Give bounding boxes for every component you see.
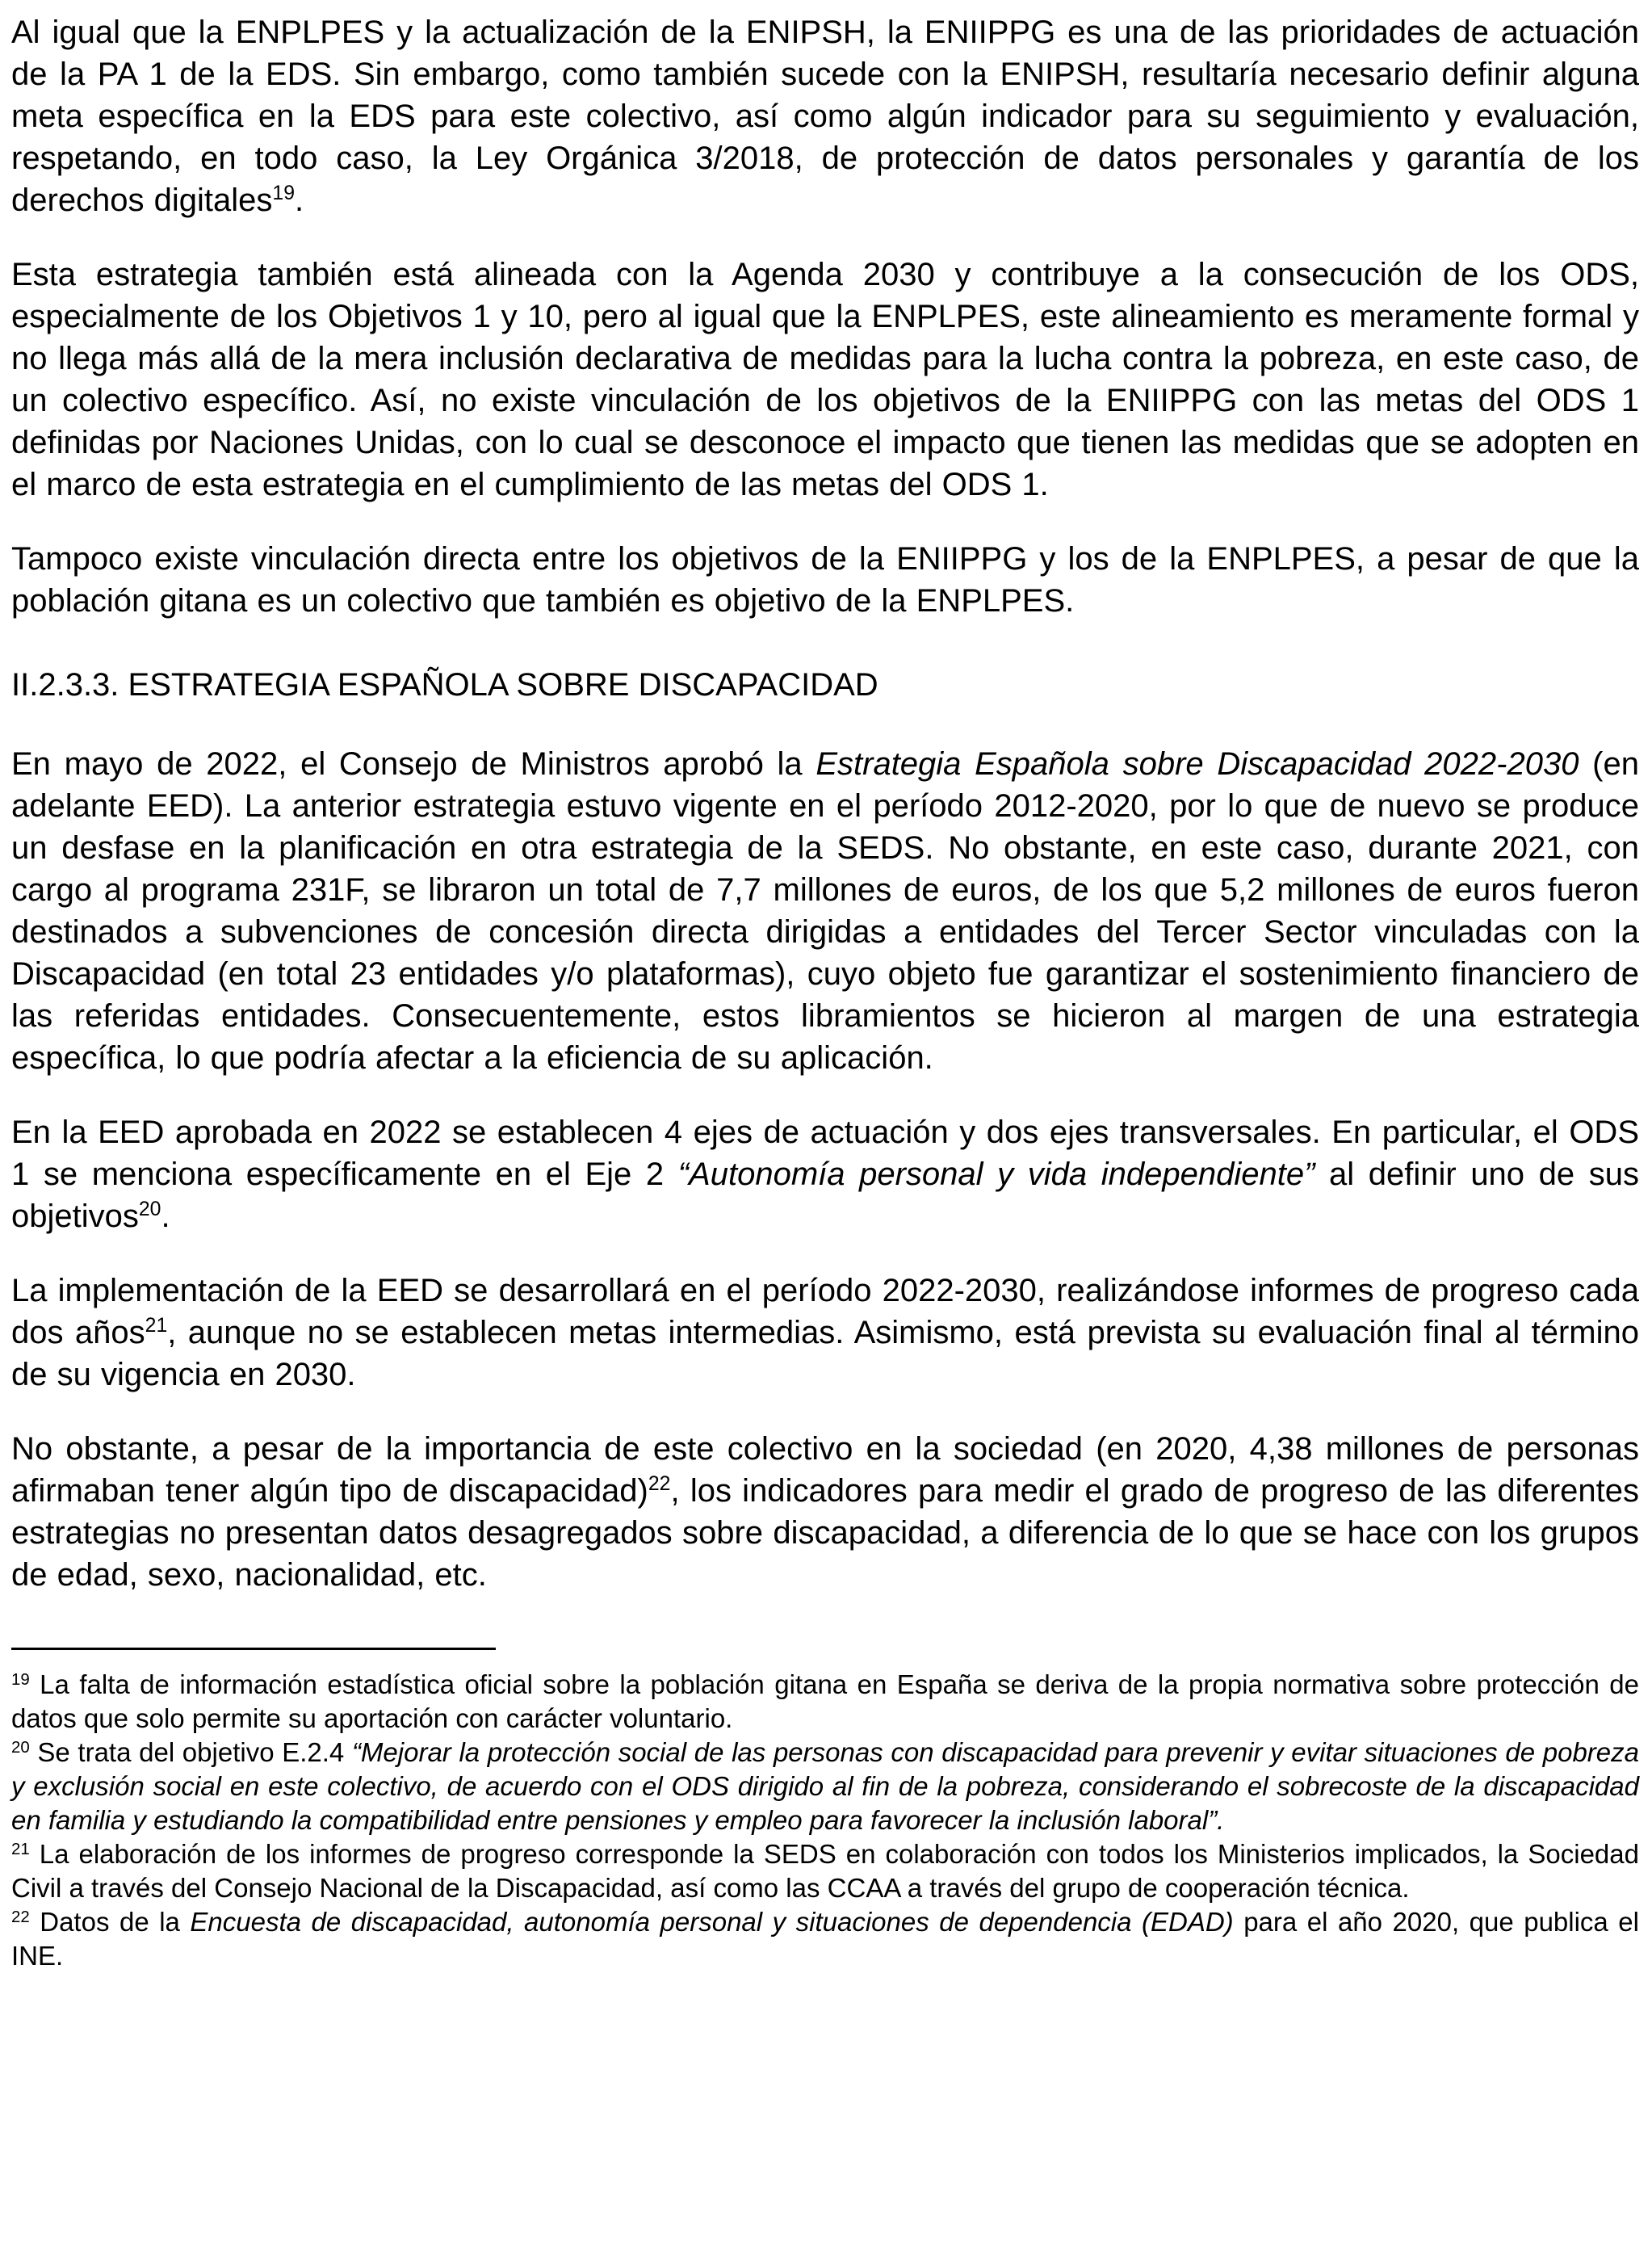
paragraph-indicadores-desagregados [11, 1428, 1639, 1596]
text-run: . [295, 183, 304, 218]
section-heading-discapacidad [11, 664, 1639, 706]
italic-text-run: “Mejorar la protección social de las personas con discapacidad para prevenir y evitar situaciones de pobreza y exclusión social en este colectivo, de acuerdo con el ODS dirigido al fin de la pobreza, considerando el sobrecoste de la discapacidad en familia y estudiando la compatibilidad entre pensiones y empleo para favorecer la inclusión laboral”. [11, 1737, 1639, 1835]
text-run: En mayo de 2022, el Consejo de Ministros aprobó la [11, 746, 816, 782]
paragraph-eed-ejes [11, 1111, 1639, 1237]
italic-text-run: “Autonomía personal y vida independiente” [677, 1157, 1315, 1192]
text-run: Se trata del objetivo E.2.4 [29, 1737, 352, 1767]
superscript-ref: 22 [648, 1473, 671, 1496]
footnote-22 [11, 1905, 1639, 1973]
text-run: . [161, 1199, 170, 1234]
text-run: para el año 2020, que publica el INE. [11, 1907, 1639, 1971]
footnote-20 [11, 1736, 1639, 1837]
text-run: II.2.3.3. ESTRATEGIA ESPAÑOLA SOBRE DISCAPACIDAD [11, 667, 878, 703]
paragraph-agenda-2030 [11, 254, 1639, 506]
text-run: , los indicadores para medir el grado de progreso de las diferentes estrategias no presentan datos desagregados sobre discapacidad, a diferencia de lo que se hace con los grupos de edad, sexo, nacionalidad, etc. [11, 1473, 1639, 1593]
paragraph-eed-implementacion [11, 1270, 1639, 1396]
superscript-ref: 19 [11, 1669, 30, 1689]
italic-text-run: Estrategia Española sobre Discapacidad 2022-2030 [816, 746, 1579, 782]
paragraph-enplpes-eniippg [11, 11, 1639, 221]
text-run: (en adelante EED). La anterior estrategia estuvo vigente en el período 2012-2020, por lo que de nuevo se produce un desfase en la planificación en otra estrategia de la SEDS. No obstante, en este caso, durante 2021, con cargo al programa 231F, se libraron un total de 7,7 millones de euros, de los que 5,2 millones de euros fueron destinados a subvenciones de concesión directa dirigidas a entidades del Tercer Sector vinculadas con la Discapacidad (en total 23 entidades y/o plataformas), cuyo objeto fue garantizar el sostenimiento financiero de las referidas entidades. Consecuentemente, estos libramientos se hicieron al margen de una estrategia específica, lo que podría afectar a la eficiencia de su aplicación. [11, 746, 1639, 1076]
text-run: La implementación de la EED se desarrollará en el período 2022-2030, realizándose informes de progreso cada dos años [11, 1273, 1639, 1350]
superscript-ref: 22 [11, 1907, 30, 1926]
text-run: al definir uno de sus objetivos [11, 1157, 1640, 1234]
text-run: Tampoco existe vinculación directa entre los objetivos de la ENIIPPG y los de la ENPLPES, a pesar de que la población gitana es un colectivo que también es objetivo de la ENPLPES. [11, 541, 1639, 619]
footnote-separator-rule [11, 1648, 496, 1650]
superscript-ref: 21 [145, 1315, 168, 1337]
text-run: La falta de información estadística oficial sobre la población gitana en España se deriva de la propia normativa sobre protección de datos que solo permite su aportación con carácter voluntario. [11, 1669, 1639, 1733]
text-run: No obstante, a pesar de la importancia de este colectivo en la sociedad (en 2020, 4,38 millones de personas afirmaban tener algún tipo de discapacidad) [11, 1431, 1639, 1509]
text-run: En la EED aprobada en 2022 se establecen 4 ejes de actuación y dos ejes transversales. En particular, el ODS 1 se menciona específicamente en el Eje 2 [11, 1115, 1639, 1192]
text-run: La elaboración de los informes de progreso corresponde la SEDS en colaboración con todos los Ministerios implicados, la Sociedad Civil a través del Consejo Nacional de la Discapacidad, así como las CCAA a través del grupo de cooperación técnica. [11, 1839, 1639, 1903]
text-run: Al igual que la ENPLPES y la actualización de la ENIPSH, la ENIIPPG es una de las prioridades de actuación de la PA 1 de la EDS. Sin embargo, como también sucede con la ENIPSH, resultaría necesario definir alguna meta específica en la EDS para este colectivo, así como algún indicador para su seguimiento y evaluación, respetando, en todo caso, la Ley Orgánica 3/2018, de protección de datos personales y garantía de los derechos digitales [11, 15, 1639, 218]
italic-text-run: Encuesta de discapacidad, autonomía personal y situaciones de dependencia (EDAD) [190, 1907, 1234, 1937]
text-run: , aunque no se establecen metas intermedias. Asimismo, está prevista su evaluación final al término de su vigencia en 2030. [11, 1315, 1640, 1392]
superscript-ref: 20 [138, 1199, 161, 1221]
superscript-ref: 20 [11, 1737, 30, 1757]
footnote-21 [11, 1837, 1639, 1905]
paragraph-vinculacion-directa [11, 538, 1639, 622]
paragraph-eed-aprobacion [11, 743, 1639, 1079]
footnote-19 [11, 1668, 1639, 1736]
superscript-ref: 19 [272, 183, 296, 205]
superscript-ref: 21 [11, 1839, 30, 1858]
text-run: Datos de la [29, 1907, 191, 1937]
text-run: Esta estrategia también está alineada con la Agenda 2030 y contribuye a la consecución de los ODS, especialmente de los Objetivos 1 y 10, pero al igual que la ENPLPES, este alineamiento es meramente formal y no llega más allá de la mera inclusión declarativa de medidas para la lucha contra la pobreza, en este caso, de un colectivo específico. Así, no existe vinculación de los objetivos de la ENIIPPG con las metas del ODS 1 definidas por Naciones Unidas, con lo cual se desconoce el impacto que tienen las medidas que se adopten en el marco de esta estrategia en el cumplimiento de las metas del ODS 1. [11, 257, 1639, 502]
